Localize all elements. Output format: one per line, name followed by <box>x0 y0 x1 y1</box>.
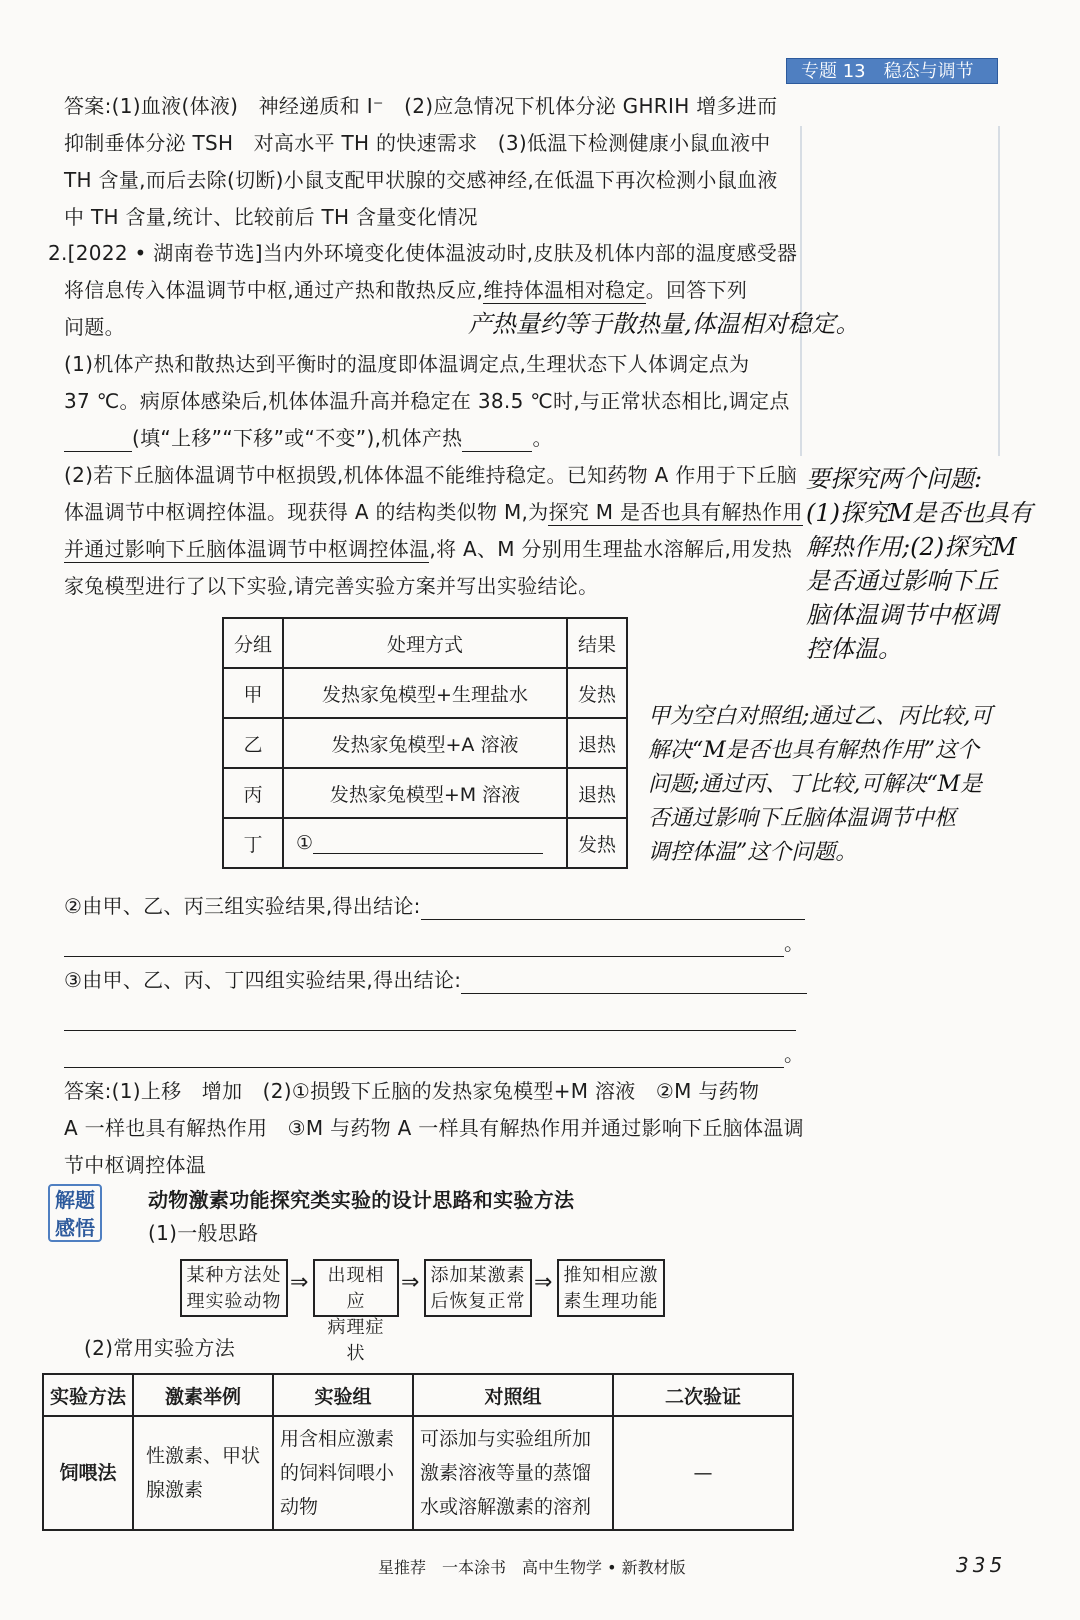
answer-blank <box>64 431 132 452</box>
table-row: 甲 发热家兔模型+生理盐水 发热 <box>223 668 627 718</box>
table-row: 丙 发热家兔模型+M 溶液 退热 <box>223 768 627 818</box>
table-row: 丁 ① 发热 <box>223 818 627 868</box>
table-header: 处理方式 <box>283 618 567 668</box>
flow-arrow-icon: ⇒ <box>290 1270 309 1295</box>
q2-line-1: 2.[2022 • 湖南卷节选]当内外环境变化使体温波动时,皮肤及机体内部的温度感受器 <box>48 241 798 265</box>
answer-blank <box>64 1047 784 1068</box>
table-header: 二次验证 <box>613 1374 793 1416</box>
experiment-table <box>222 617 628 869</box>
handwritten-note-2-line-5: 脑体温调节中枢调 <box>806 601 998 629</box>
answer1-line-1: 答案:(1)血液(体液) 神经递质和 I⁻ (2)应急情况下机体分泌 GHRIH 增多进而 <box>64 94 778 118</box>
handwritten-note-2-line-1: 要探究两个问题: <box>806 465 983 493</box>
table-header: 实验组 <box>273 1374 413 1416</box>
q2-part2-line-4: 家兔模型进行了以下实验,请完善实验方案并写出实验结论。 <box>64 574 599 598</box>
handwritten-note-2-line-4: 是否通过影响下丘 <box>806 567 998 595</box>
handwritten-note-3-line-4: 否通过影响下丘脑体温调节中枢 <box>648 806 957 831</box>
q2-line-3: 问题。 <box>64 315 125 339</box>
footer-book-title: 星推荐 一本涂书 高中生物学 • 新教材版 <box>378 1558 686 1577</box>
topic-number: 专题 13 <box>801 61 866 82</box>
flow-step-1: 某种方法处 理实验动物 <box>180 1259 288 1317</box>
handwritten-note-3-line-5: 调控体温”这个问题。 <box>648 840 858 865</box>
table-header: 实验方法 <box>43 1374 133 1416</box>
page-number: 335 <box>956 1553 1007 1577</box>
handwritten-note-3-line-1: 甲为空白对照组;通过乙、丙比较,可 <box>648 704 993 729</box>
answer2-line-3: 节中枢调控体温 <box>64 1153 207 1177</box>
q2-line-2: 将信息传入体温调节中枢,通过产热和散热反应,维持体温相对稳定。回答下列 <box>64 278 748 302</box>
q2-part1-line-2: 37 ℃。病原体感染后,机体体温升高并稳定在 38.5 ℃时,与正常状态相比,调定点 <box>64 389 790 413</box>
flow-step-3: 添加某激素 后恢复正常 <box>424 1259 532 1317</box>
answer-blank <box>461 973 807 994</box>
answer-blank <box>64 1010 796 1031</box>
underlined-phrase: 并通过影响下丘脑体温调节中枢调控体温 <box>64 537 430 561</box>
conclusion-3-cont-1 <box>64 1003 796 1031</box>
q2-part2-line-2: 体温调节中枢调控体温。现获得 A 的结构类似物 M,为探究 M 是否也具有解热作用 <box>64 500 803 524</box>
handwritten-note-3-line-3: 问题;通过丙、丁比较,可解决“M是 <box>648 772 983 797</box>
q2-part1-line-1: (1)机体产热和散热达到平衡时的温度即体温调定点,生理状态下人体调定点为 <box>64 352 750 376</box>
table-header: 结果 <box>567 618 627 668</box>
underlined-phrase: 维持体温相对稳定 <box>483 278 646 302</box>
flow-step-4: 推知相应激 素生理功能 <box>557 1259 665 1317</box>
table-header: 分组 <box>223 618 283 668</box>
insight-sub2: (2)常用实验方法 <box>84 1336 236 1360</box>
q2-part2-line-3: 并通过影响下丘脑体温调节中枢调控体温,将 A、M 分别用生理盐水溶解后,用发热 <box>64 537 793 561</box>
table-header: 激素举例 <box>133 1374 273 1416</box>
answer-blank <box>421 899 805 920</box>
answer-blank <box>313 833 543 854</box>
conclusion-3-cont-2: 。 <box>64 1040 804 1068</box>
answer2-line-2: A 一样也具有解热作用 ③M 与药物 A 一样具有解热作用并通过影响下丘脑体温调 <box>64 1116 804 1140</box>
handwritten-note-2-line-3: 解热作用;(2)探究M <box>806 533 1017 561</box>
handwritten-note-2-line-2: (1)探究M是否也具有 <box>806 499 1033 527</box>
table-row: 饲喂法 性激素、甲状 腺激素 用含相应激素 的饲料饲喂小 动物 可添加与实验组所加 激素溶液等量的蒸馏 水或溶解激素的溶剂 — <box>43 1416 793 1530</box>
table-header: 对照组 <box>413 1374 613 1416</box>
handwritten-note-2-line-6: 控体温。 <box>806 635 902 663</box>
q2-part1-line-3: (填“上移”“下移”或“不变”),机体产热 。 <box>64 424 553 452</box>
methods-table <box>42 1373 794 1531</box>
flow-step-2: 出现相应 病理症状 <box>313 1259 399 1317</box>
q2-part2-line-1: (2)若下丘脑体温调节中枢损毁,机体体温不能维持稳定。已知药物 A 作用于下丘脑 <box>64 463 798 487</box>
conclusion-2-cont: 。 <box>64 929 804 957</box>
conclusion-2: ②由甲、乙、丙三组实验结果,得出结论: <box>64 892 805 920</box>
handwritten-note-3-line-2: 解决“M是否也具有解热作用”这个 <box>648 738 980 763</box>
margin-frame <box>800 126 1000 456</box>
insight-badge: 解题 感悟 <box>48 1184 102 1242</box>
table-row: 乙 发热家兔模型+A 溶液 退热 <box>223 718 627 768</box>
underlined-phrase: 探究 M 是否也具有解热作用 <box>548 500 803 524</box>
topic-title: 稳态与调节 <box>883 61 974 82</box>
insight-title: 动物激素功能探究类实验的设计思路和实验方法 <box>148 1188 575 1212</box>
answer-blank <box>462 431 532 452</box>
conclusion-3: ③由甲、乙、丙、丁四组实验结果,得出结论: <box>64 966 807 994</box>
answer2-line-1: 答案:(1)上移 增加 (2)①损毁下丘脑的发热家兔模型+M 溶液 ②M 与药物 <box>64 1079 760 1103</box>
answer-blank <box>64 936 784 957</box>
topic-header <box>786 58 998 84</box>
flow-arrow-icon: ⇒ <box>401 1270 420 1295</box>
insight-sub1: (1)一般思路 <box>148 1221 259 1245</box>
flow-arrow-icon: ⇒ <box>534 1270 553 1295</box>
handwritten-note-1: 产热量约等于散热量,体温相对稳定。 <box>468 310 860 338</box>
answer1-line-3: TH 含量,而后去除(切断)小鼠支配甲状腺的交感神经,在低温下再次检测小鼠血液 <box>64 168 778 192</box>
answer1-line-2: 抑制垂体分泌 TSH 对高水平 TH 的快速需求 (3)低温下检测健康小鼠血液中 <box>64 131 771 155</box>
answer1-line-4: 中 TH 含量,统计、比较前后 TH 含量变化情况 <box>64 205 478 229</box>
